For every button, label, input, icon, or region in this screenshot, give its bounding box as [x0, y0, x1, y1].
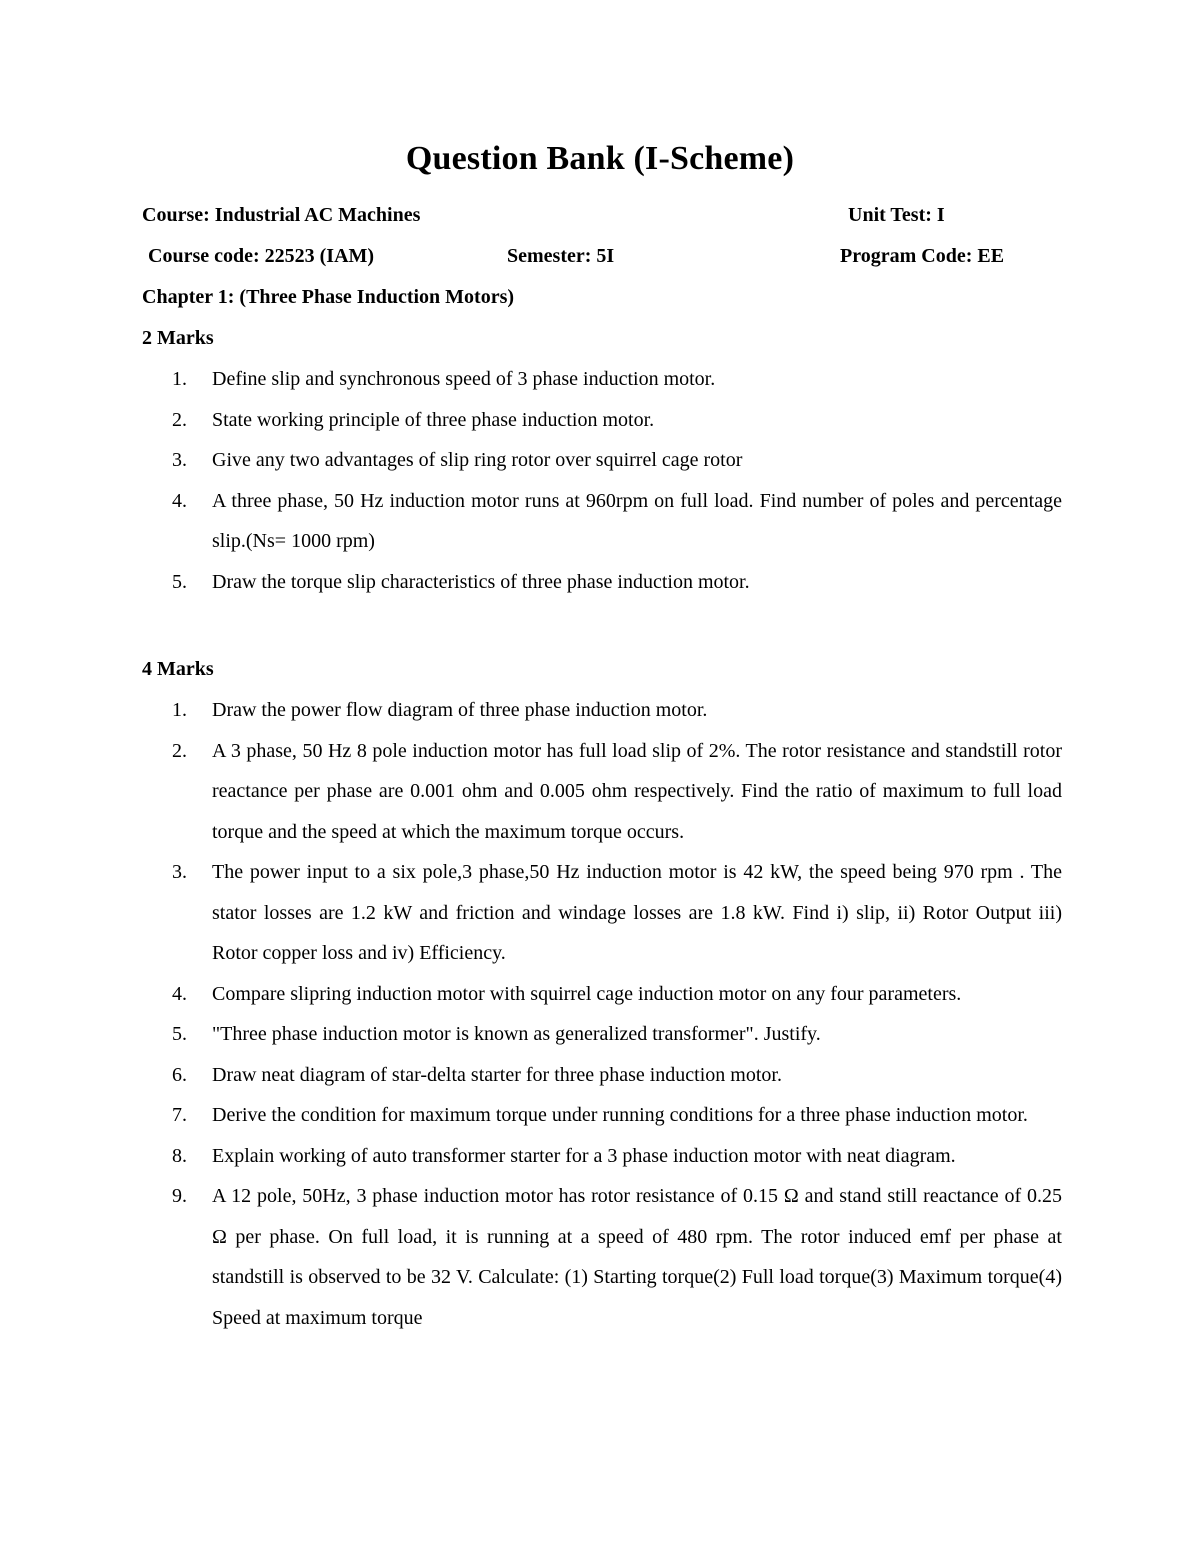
question-item: [142, 690, 1062, 731]
question-item: [142, 974, 1062, 1015]
question-text: "Three phase induction motor is known as generalized transformer". Justify.: [212, 1023, 821, 1045]
question-number: 8.: [172, 1144, 187, 1167]
section-heading-2-marks: 2 Marks: [142, 327, 214, 349]
question-number: 3.: [172, 449, 187, 471]
semester: Semester: 5I: [507, 245, 615, 267]
question-number: 6.: [172, 1063, 187, 1086]
question-number: 9.: [172, 1185, 187, 1207]
question-number: 4.: [172, 982, 187, 1005]
question-number: 5.: [172, 1023, 187, 1045]
question-text: Give any two advantages of slip ring rotor over squirrel cage rotor: [212, 449, 743, 471]
question-text: Compare slipring induction motor with squirrel cage induction motor on any four parameters.: [212, 982, 962, 1005]
question-number: 7.: [172, 1104, 187, 1126]
question-item: [142, 1014, 1062, 1055]
document-title: Question Bank (I-Scheme): [405, 140, 795, 177]
question-text: Draw the power flow diagram of three phase induction motor.: [212, 699, 708, 721]
question-item: [142, 731, 1062, 853]
question-item: [142, 1095, 1062, 1136]
question-text: State working principle of three phase induction motor.: [212, 408, 655, 431]
question-item: [142, 481, 1062, 562]
question-text: Explain working of auto transformer starter for a 3 phase induction motor with neat diagram.: [212, 1144, 956, 1167]
question-list-4-marks: [142, 690, 1062, 1338]
question-list-2-marks: [142, 359, 1062, 602]
question-item: [142, 400, 1062, 441]
question-number: 5.: [172, 570, 187, 593]
question-text: A 12 pole, 50Hz, 3 phase induction motor has rotor resistance of 0.15 Ω and stand still reactance of 0.25 Ω per phase. On full load, it is running at a speed of 480 rpm. The rotor induced emf per phase at standstill is observed to be 32 V. Calculate: (1) Starting torque(2) Full load torque(3) Maximum torque(4) Speed at maximum torque: [212, 1185, 1062, 1329]
question-text: Draw the torque slip characteristics of three phase induction motor.: [212, 570, 750, 593]
question-item: [142, 562, 1062, 603]
question-number: 4.: [172, 489, 187, 512]
course-code: Course code: 22523 (IAM): [148, 245, 375, 267]
question-item: [142, 852, 1062, 974]
question-item: [142, 359, 1062, 400]
section-heading-4-marks: 4 Marks: [142, 658, 214, 680]
question-number: 2.: [172, 739, 187, 762]
unit-test: Unit Test: I: [848, 204, 945, 226]
question-item: [142, 440, 1062, 481]
question-text: Define slip and synchronous speed of 3 phase induction motor.: [212, 368, 716, 390]
question-text: A three phase, 50 Hz induction motor runs at 960rpm on full load. Find number of poles and percentage slip.(Ns= 1000 rpm): [212, 489, 1062, 552]
question-number: 2.: [172, 408, 187, 431]
question-number: 1.: [172, 699, 187, 721]
question-item: [142, 1176, 1062, 1338]
question-text: A 3 phase, 50 Hz 8 pole induction motor has full load slip of 2%. The rotor resistance and standstill rotor reactance per phase are 0.001 ohm and 0.005 ohm respectively. Find the ratio of maximum to full load torque and the speed at which the maximum torque occurs.: [212, 739, 1062, 843]
question-number: 1.: [172, 368, 187, 390]
question-item: [142, 1055, 1062, 1096]
question-text: Draw neat diagram of star-delta starter for three phase induction motor.: [212, 1063, 782, 1086]
question-text: The power input to a six pole,3 phase,50 Hz induction motor is 42 kW, the speed being 970 rpm . The stator losses are 1.2 kW and friction and windage losses are 1.8 kW. Find i) slip, ii) Rotor Output iii) Rotor copper loss and iv) Efficiency.: [212, 861, 1062, 964]
question-item: [142, 1136, 1062, 1177]
question-text: Derive the condition for maximum torque under running conditions for a three phase induction motor.: [212, 1104, 1028, 1126]
question-number: 3.: [172, 861, 187, 883]
course-name: Course: Industrial AC Machines: [142, 204, 421, 226]
program-code: Program Code: EE: [840, 245, 1005, 267]
chapter-heading: Chapter 1: (Three Phase Induction Motors): [142, 286, 515, 308]
